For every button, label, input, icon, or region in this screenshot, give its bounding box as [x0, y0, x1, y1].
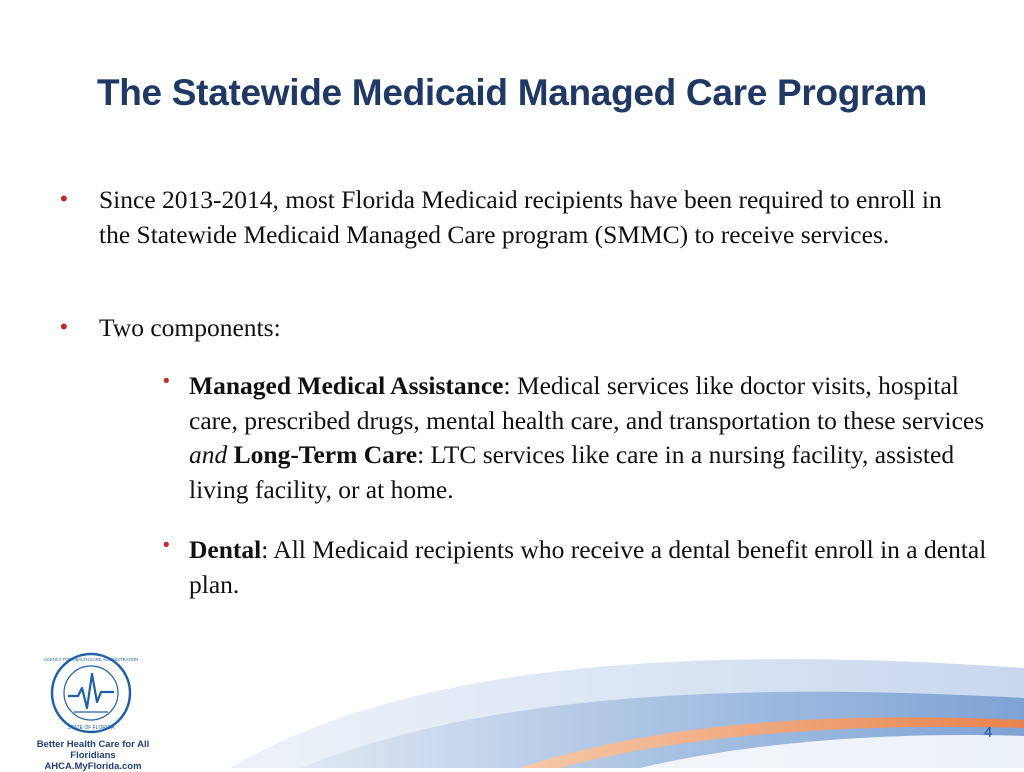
sub-bullet-dental	[189, 533, 989, 602]
tagline-line-2: AHCA.MyFlorida.com	[44, 761, 142, 772]
slide-title: The Statewide Medicaid Managed Care Program	[96, 72, 928, 113]
sub-bullet-marker: •	[163, 371, 170, 392]
tagline-line-1: Better Health Care for All Floridians	[36, 739, 150, 761]
bullet-smmc-intro: Since 2013-2014, most Florida Medicaid recipients have been required to enroll in the Statewide Medicaid Managed Care program (SMMC) to receive services.	[99, 185, 942, 249]
ahca-seal-logo	[43, 652, 139, 734]
term-dental: Dental	[189, 535, 262, 564]
bullet-marker: •	[60, 186, 68, 211]
sub-bullet-mma-ltc	[189, 369, 989, 507]
term-mma: Managed Medical Assistance	[189, 371, 504, 400]
footer-tagline	[18, 739, 168, 772]
mma-description: : Medical services like doctor visits, hospital care, prescribed drugs, mental health care, and transportation to these services	[189, 371, 985, 435]
bullet-marker: •	[60, 314, 68, 339]
term-ltc: Long-Term Care	[233, 440, 418, 469]
sub-bullet-marker: •	[163, 535, 170, 556]
and-word: and	[189, 440, 228, 469]
bullet-two-components: Two components:	[99, 313, 281, 342]
dental-description: : All Medicaid recipients who receive a dental benefit enroll in a dental plan.	[189, 535, 987, 599]
page-number: 4	[984, 724, 993, 741]
logo-text-top: AGENCY FOR HEALTH CARE ADMINISTRATION	[43, 657, 139, 662]
ltc-description: : LTC services like care in a nursing facility, assisted living facility, or at home.	[189, 440, 955, 504]
logo-text-bottom: STATE OF FLORIDA	[67, 725, 115, 731]
